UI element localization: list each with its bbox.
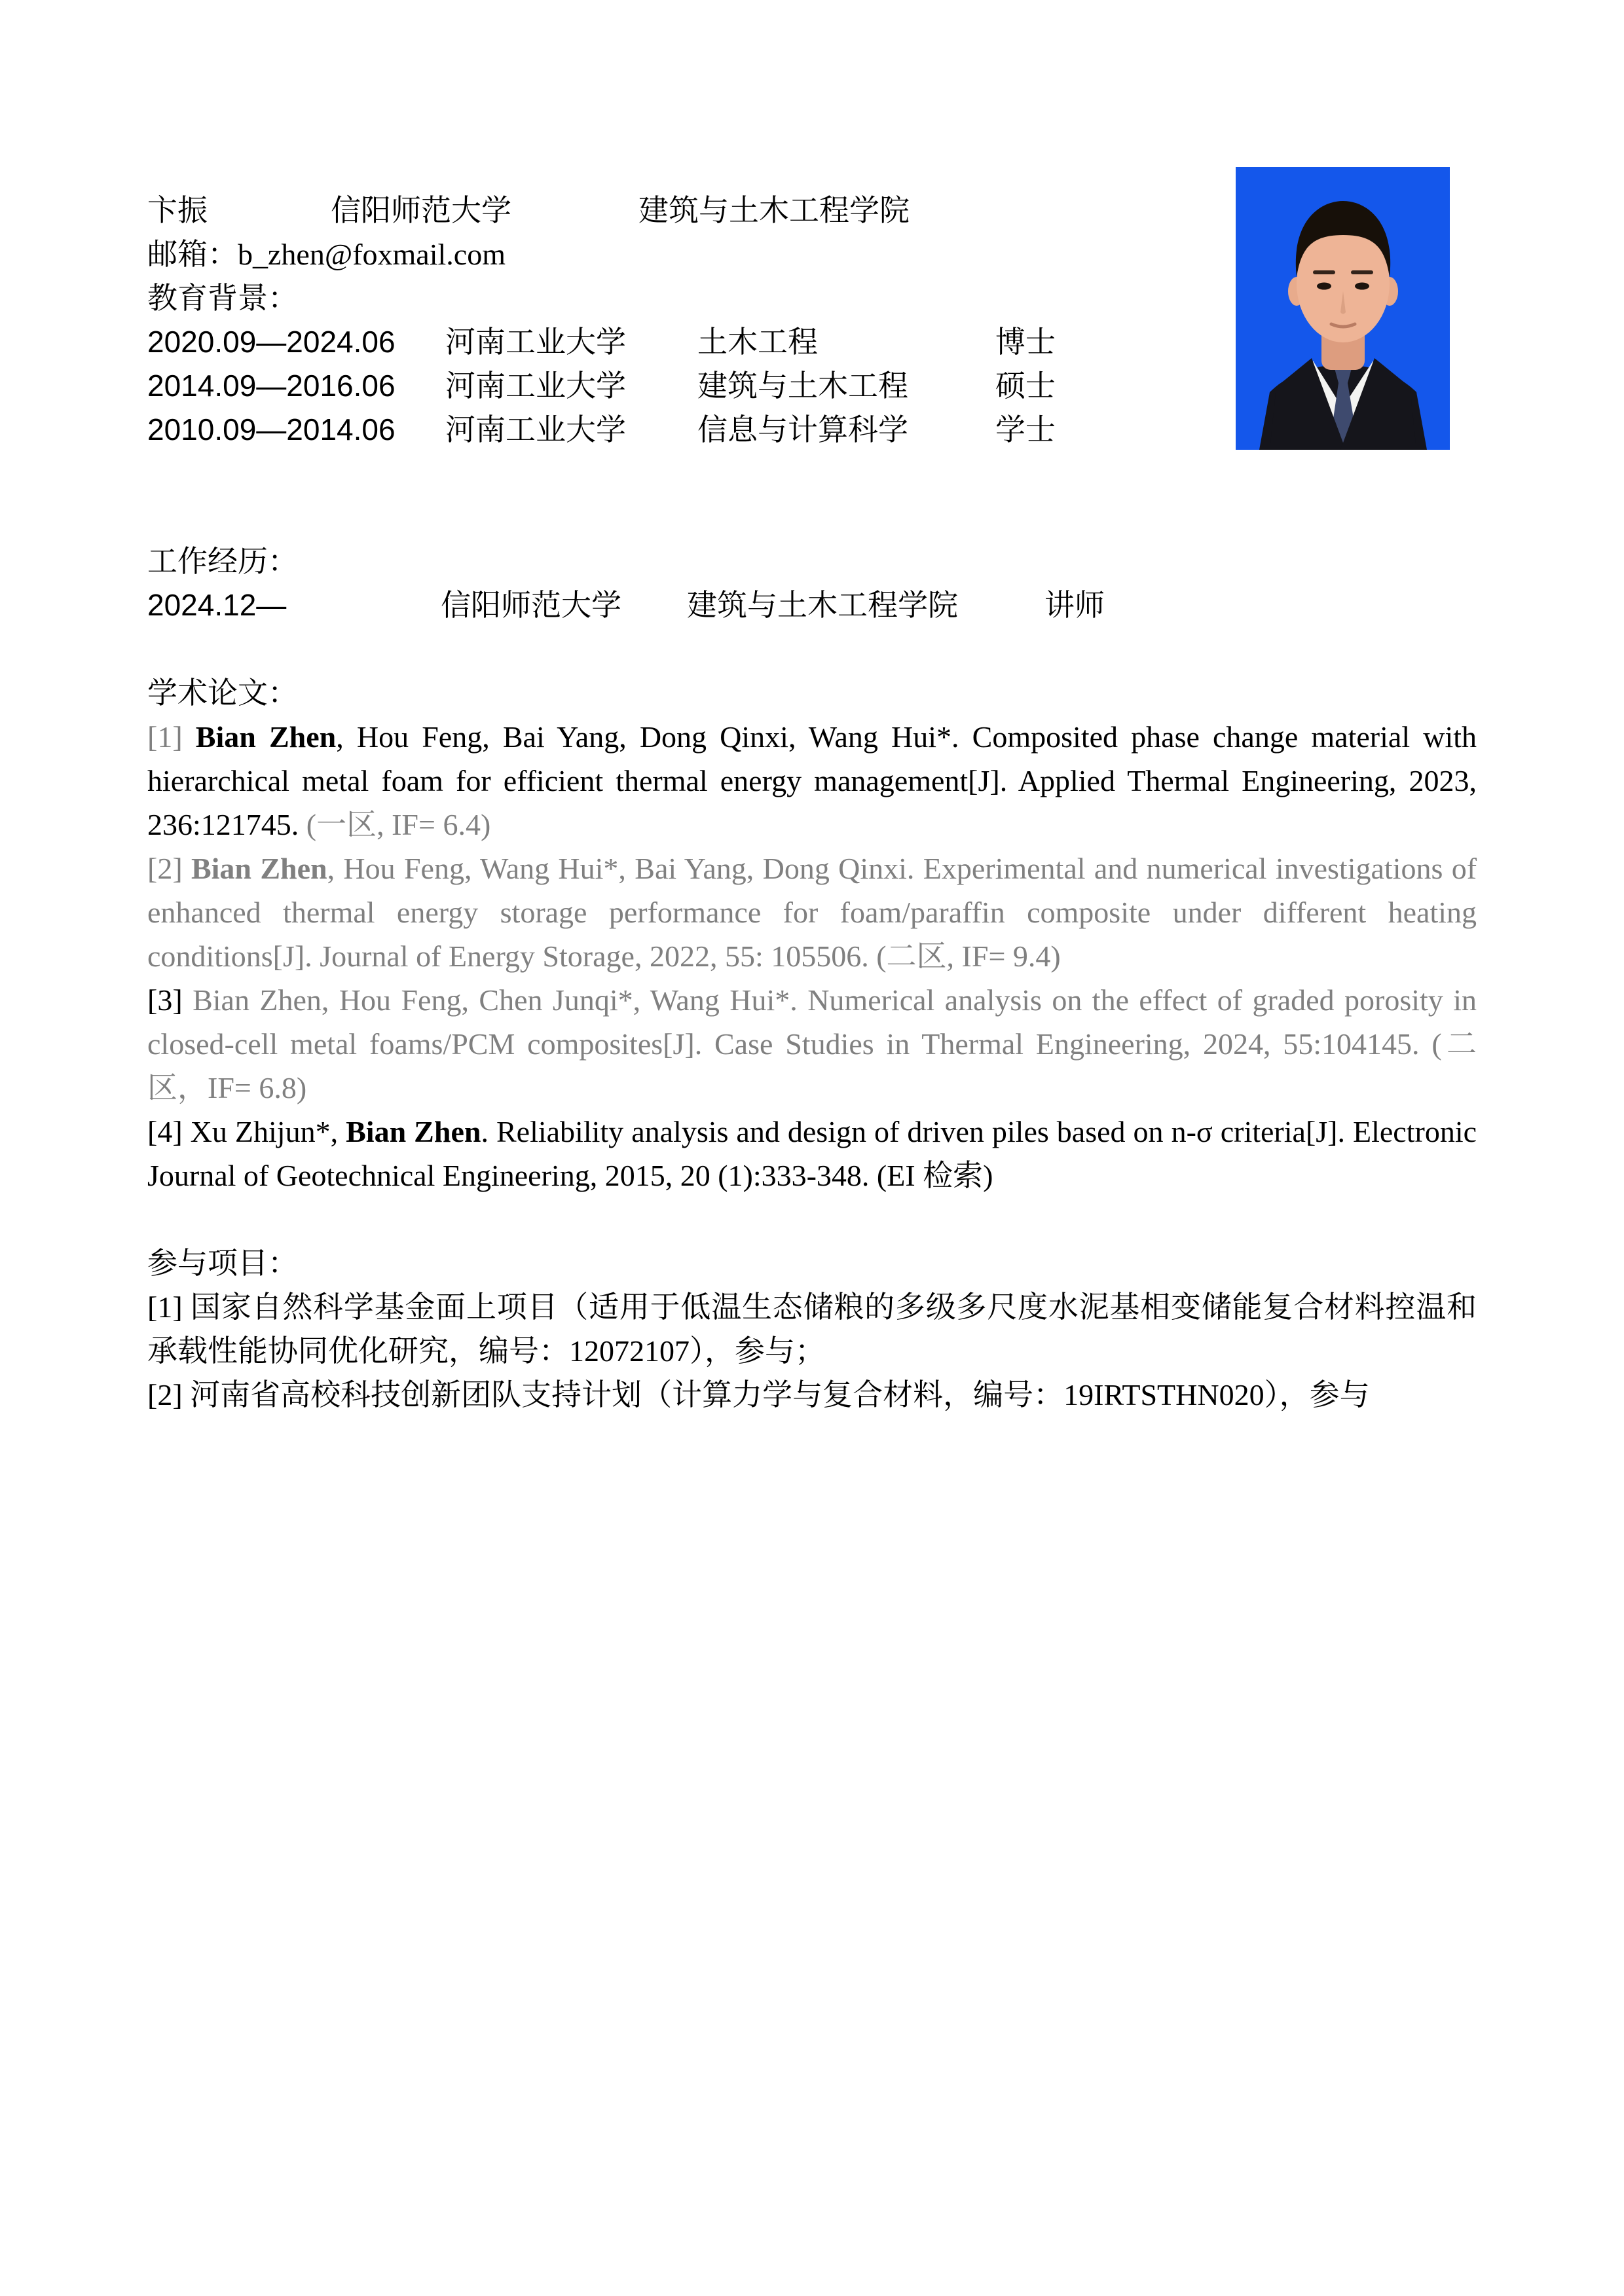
education-school: 河南工业大学 — [445, 369, 626, 403]
paper-author-highlight: Bian Zhen — [191, 852, 327, 885]
work-department: 建筑与土木工程学院 — [687, 589, 958, 622]
paper-note: (一区, IF= 6.4) — [306, 808, 491, 841]
eye-right — [1355, 283, 1369, 290]
education-degree: 博士 — [995, 325, 1056, 359]
eye-left — [1317, 283, 1331, 290]
projects-section — [147, 1241, 1477, 1417]
education-school: 河南工业大学 — [445, 325, 626, 359]
paper-index: [1] — [147, 720, 196, 754]
project-item: [2] 河南省高校科技创新团队支持计划（计算力学与复合材料，编号：19IRTSTHN020），参与 — [147, 1378, 1370, 1412]
paper-author-highlight: Bian Zhen — [195, 720, 337, 754]
paper-author-highlight: Bian Zhen — [346, 1115, 481, 1148]
paper-item — [147, 715, 1477, 847]
work-heading: 工作经历： — [147, 545, 298, 578]
person-department: 建筑与土木工程学院 — [638, 194, 910, 227]
paper-body: , Hou Feng, Bai Yang, Dong Qinxi, Wang Hui*. Composited phase change material with hierarchical metal foam for efficient thermal energy management[J]. Applied Thermal Engineering, 2023, 236:121745. — [147, 720, 1477, 841]
work-employer: 信阳师范大学 — [441, 589, 621, 622]
email-line: 邮箱：b_zhen@foxmail.com — [147, 238, 506, 271]
education-major: 土木工程 — [697, 325, 818, 359]
education-major: 建筑与土木工程 — [697, 369, 908, 403]
work-title: 讲师 — [1044, 589, 1105, 622]
work-period: 2024.12— — [147, 588, 287, 622]
paper-item — [147, 847, 1477, 978]
education-degree: 硕士 — [995, 369, 1056, 403]
id-photo — [1236, 167, 1450, 450]
paper-index: [4] Xu Zhijun*, — [147, 1115, 346, 1148]
paper-index: [3] — [147, 983, 193, 1017]
education-school: 河南工业大学 — [445, 413, 626, 446]
projects-heading: 参与项目： — [147, 1247, 298, 1280]
person-university: 信阳师范大学 — [331, 194, 511, 227]
education-period: 2014.09—2016.06 — [147, 369, 396, 403]
paper-index: [2] — [147, 852, 191, 885]
education-degree: 学士 — [995, 413, 1056, 446]
project-item: [1] 国家自然科学基金面上项目（适用于低温生态储粮的多级多尺度水泥基相变储能复合材料控温和承载性能协同优化研究，编号：12072107），参与； — [147, 1290, 1477, 1368]
education-period: 2020.09—2024.06 — [147, 325, 396, 359]
papers-heading: 学术论文： — [147, 676, 298, 710]
papers-section — [147, 671, 1477, 1197]
work-row — [147, 583, 1477, 627]
person-name: 卞振 — [147, 194, 208, 227]
eyebrow-left — [1313, 270, 1335, 274]
paper-item — [147, 1110, 1477, 1197]
paper-item — [147, 978, 1477, 1110]
paper-body: Bian Zhen, Hou Feng, Chen Junqi*, Wang Hui*. Numerical analysis on the effect of graded porosity in closed-cell metal foams/PCM composites[J]. Case Studies in Thermal Engineering, 2024, 55:104145. (二区，IF= 6.8) — [147, 983, 1477, 1104]
paper-body: . Reliability analysis and design of driven piles based on n-σ criteria[J]. Electronic Journal of Geotechnical Engineering, 2015, 20 (1):333-348. (EI 检索) — [147, 1115, 1477, 1192]
paper-body: , Hou Feng, Wang Hui*, Bai Yang, Dong Qinxi. Experimental and numerical investigations of enhanced thermal energy storage performance for foam/paraffin composite under different heating conditions[J]. Journal of Energy Storage, 2022, 55: 105506. (二区, IF= 9.4) — [147, 852, 1477, 973]
education-period: 2010.09—2014.06 — [147, 412, 396, 446]
education-heading: 教育背景： — [147, 282, 298, 315]
work-section — [147, 539, 1477, 627]
education-major: 信息与计算科学 — [697, 413, 908, 446]
eyebrow-right — [1351, 270, 1373, 274]
